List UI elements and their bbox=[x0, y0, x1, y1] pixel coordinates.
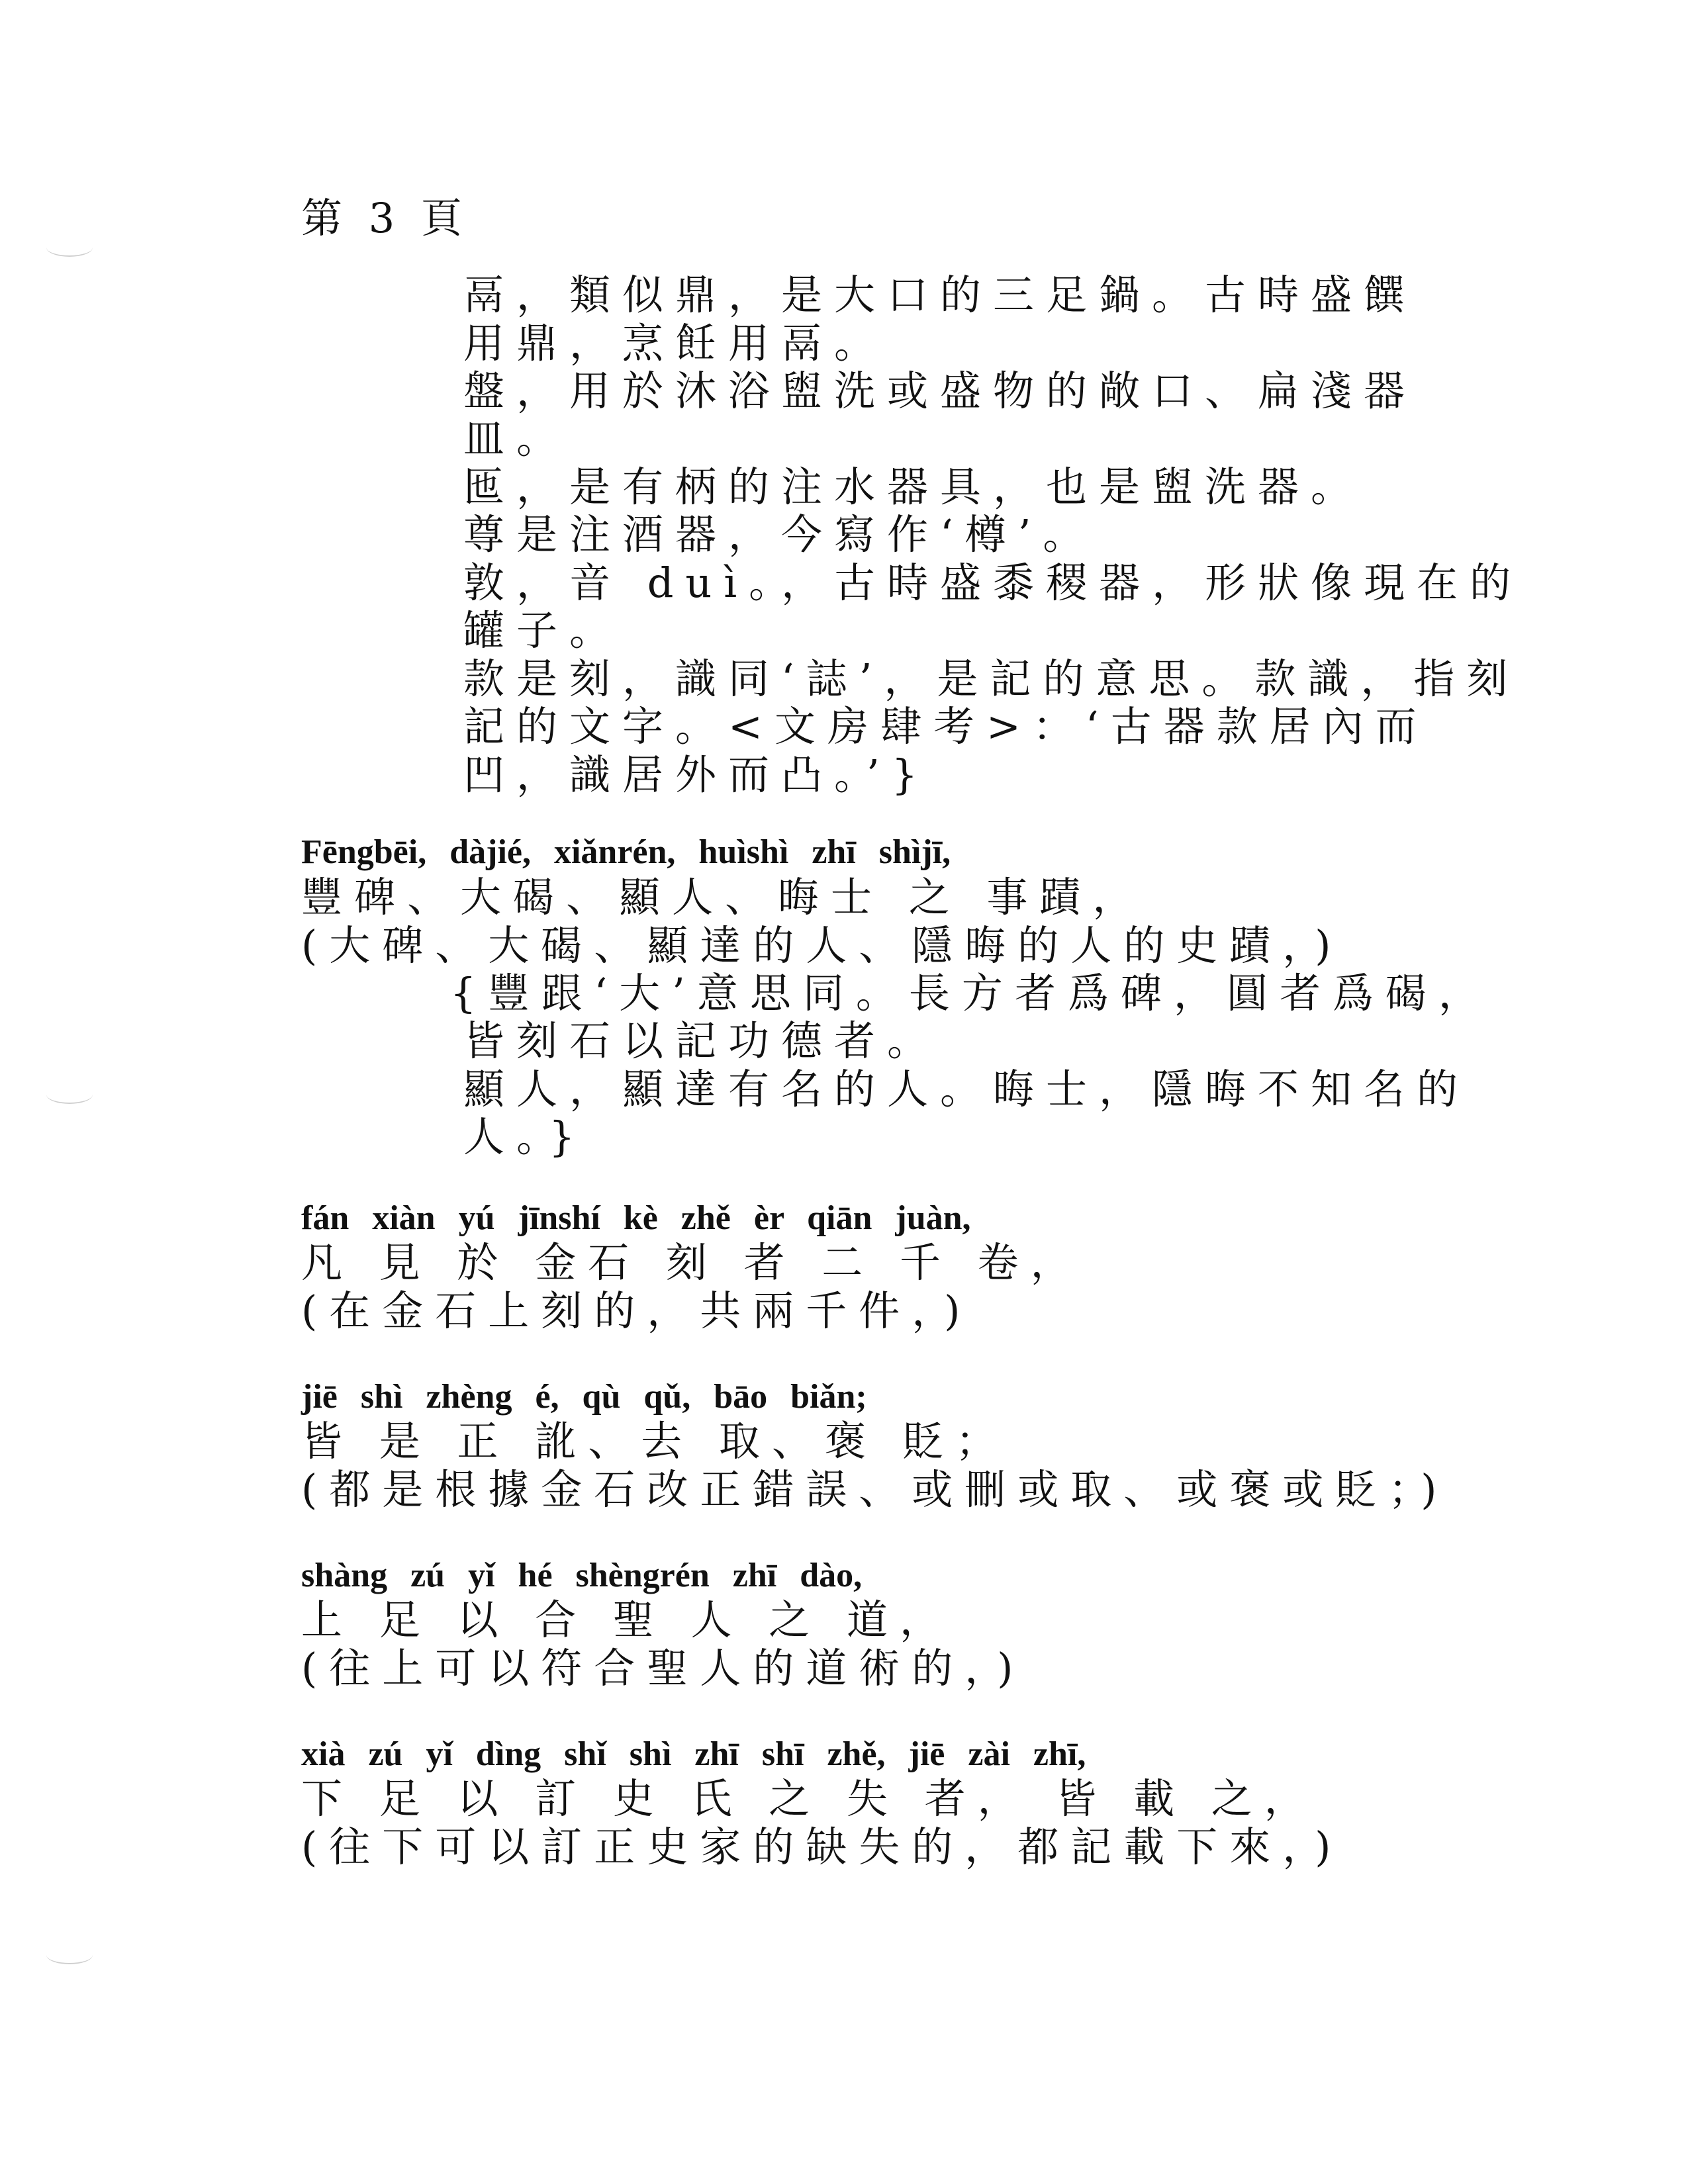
pinyin-line: jiē shì zhèng é, qù qǔ, bāo biǎn; bbox=[301, 1378, 867, 1416]
note-line: 盤，用於沐浴盥洗或盛物的敞口、扁淺器 bbox=[463, 367, 1417, 415]
note-line: 尊是注酒器，今寫作‘樽’。 bbox=[463, 510, 1096, 559]
note-line: 人。} bbox=[463, 1113, 587, 1161]
translation-line: (往上可以符合聖人的道術的，) bbox=[301, 1644, 1025, 1692]
note-line: {豐跟‘大’意思同。長方者爲碑，圓者爲碣， bbox=[450, 969, 1491, 1017]
note-line: 凹，識居外而凸。’} bbox=[463, 751, 930, 799]
note-line: 款是刻，識同‘誌’，是記的意思。款識，指刻 bbox=[463, 655, 1520, 703]
punch-hole-mark bbox=[46, 1946, 93, 1964]
translation-line: (往下可以訂正史家的缺失的，都記載下來，) bbox=[301, 1823, 1343, 1871]
chinese-line: 上 足 以 合 聖 人 之 道， bbox=[301, 1596, 953, 1644]
punch-hole-mark bbox=[46, 238, 93, 257]
note-line: 敦，音 duì。，古時盛黍稷器，形狀像現在的 bbox=[463, 559, 1523, 607]
translation-line: (大碑、大碣、顯達的人、隱晦的人的史蹟，) bbox=[301, 921, 1343, 970]
chinese-line: 凡 見 於 金石 刻 者 二 千 卷， bbox=[301, 1238, 1084, 1287]
pinyin-line: shàng zú yǐ hé shèngrén zhī dào, bbox=[301, 1557, 863, 1594]
translation-line: (在金石上刻的，共兩千件，) bbox=[301, 1287, 972, 1335]
chinese-line: 豐碑、大碣、顯人、晦士 之 事蹟， bbox=[301, 873, 1146, 921]
note-line: 皿。 bbox=[463, 414, 570, 463]
note-line: 用鼎，烹飪用鬲。 bbox=[463, 319, 888, 367]
punch-hole-mark bbox=[46, 1085, 93, 1104]
pinyin-line: Fēngbēi, dàjié, xiǎnrén, huìshì zhī shìjī, bbox=[301, 833, 951, 871]
note-line: 記的文字。<文房肆考>：‘古器款居內而 bbox=[463, 702, 1429, 751]
note-line: 罐子。 bbox=[463, 606, 623, 655]
translation-line: (都是根據金石改正錯誤、或刪或取、或褒或貶；) bbox=[301, 1465, 1449, 1514]
page-header: 第 3 頁 bbox=[301, 194, 469, 242]
note-line: 皆刻石以記功德者。 bbox=[463, 1017, 941, 1065]
pinyin-line: fán xiàn yú jīnshí kè zhě èr qiān juàn, bbox=[301, 1199, 971, 1237]
note-line: 匜，是有柄的注水器具，也是盥洗器。 bbox=[463, 463, 1364, 511]
note-line: 顯人，顯達有名的人。晦士，隱晦不知名的 bbox=[463, 1065, 1470, 1113]
note-line: 鬲，類似鼎，是大口的三足鍋。古時盛饌 bbox=[463, 271, 1417, 319]
pinyin-line: xià zú yǐ dìng shǐ shì zhī shī zhě, jiē zài zhī, bbox=[301, 1735, 1086, 1773]
chinese-line: 下 足 以 訂 史 氏 之 失 者， 皆 載 之， bbox=[301, 1774, 1317, 1823]
chinese-line: 皆 是 正 訛、去 取、褒 貶； bbox=[301, 1417, 1009, 1465]
